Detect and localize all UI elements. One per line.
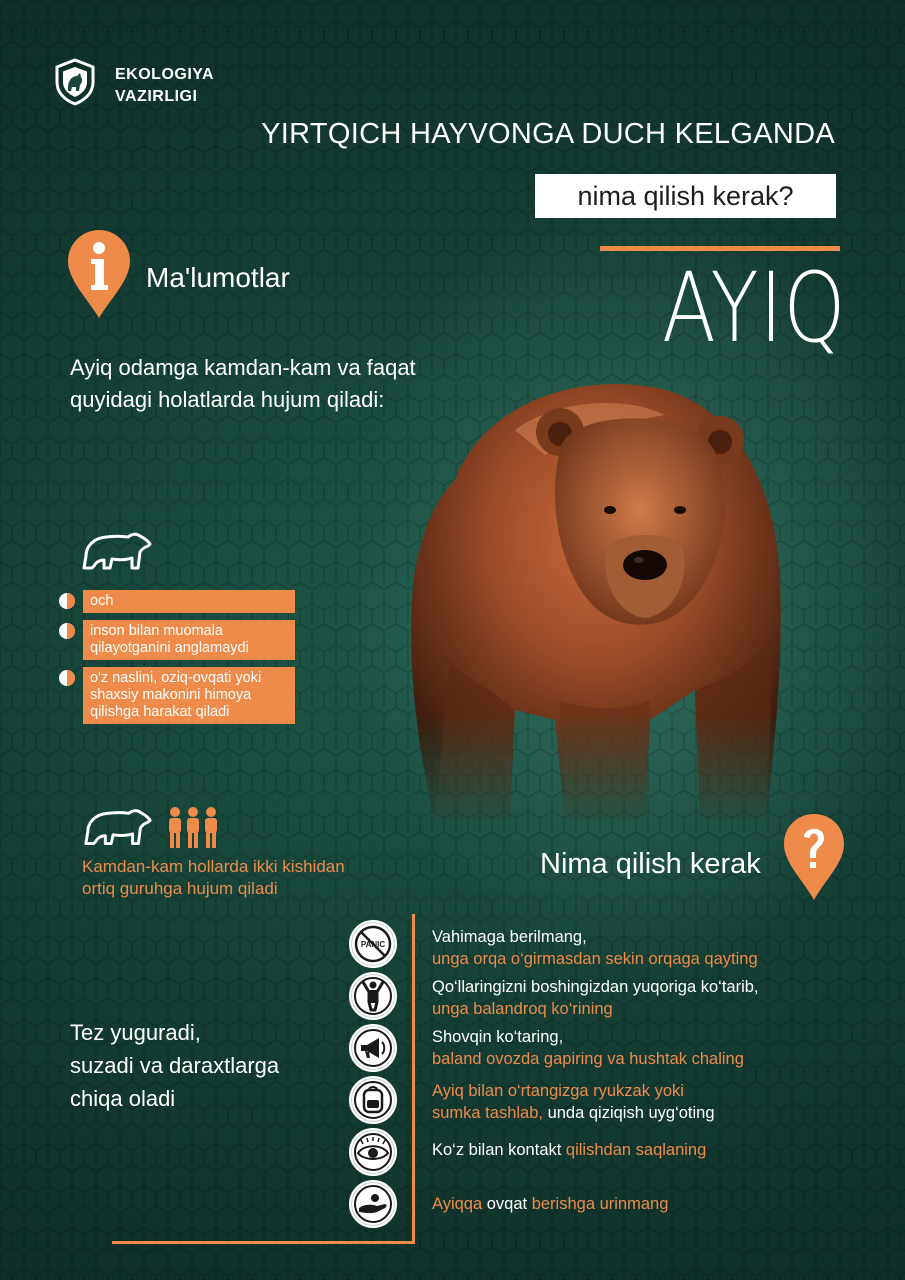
tip-orange-text: sumka tashlab, xyxy=(432,1104,543,1122)
bear-silhouette-icon xyxy=(80,804,154,850)
tip-orange-text: unga orqa o‘girmasdan sekin orqaga qayting xyxy=(432,950,758,968)
intro-text: Ayiq odamga kamdan-kam va faqat quyidagi holatlarda hujum qiladi: xyxy=(70,355,416,412)
tip-white-text: unda qiziqish uyg‘oting xyxy=(542,1104,715,1122)
feeding-hand-icon xyxy=(349,1180,397,1228)
ministry-shield-logo-icon xyxy=(54,58,96,106)
brown-bear-illustration xyxy=(395,360,795,830)
info-pin-icon xyxy=(66,228,132,320)
group-of-people-icon xyxy=(166,806,220,850)
info-heading: Ma'lumotlar xyxy=(146,262,290,293)
reason-label: inson bilan muomala qilayotganini anglamaydi xyxy=(83,620,295,660)
skills-line-2: suzadi va daraxtlarga xyxy=(70,1053,280,1078)
reason-label: o'z naslini, oziq-ovqati yoki shaxsiy makonini himoya qilishga harakat qiladi xyxy=(83,667,295,724)
accent-divider xyxy=(600,246,840,251)
bear-silhouette-icon xyxy=(78,528,154,574)
brand-line-2: VAZIRLIGI xyxy=(115,88,198,105)
question-pin-icon xyxy=(782,812,846,902)
page-subtitle: nima qilish kerak? xyxy=(535,174,836,218)
tip-orange-text: qilishdan saqlaning xyxy=(565,1141,707,1159)
animal-name-heading: AYIQ xyxy=(662,252,847,364)
group-note-line-2: ortiq guruhga hujum qiladi xyxy=(82,879,278,898)
tip-avoid-eye-contact xyxy=(432,1139,706,1161)
tip-orange-text: unga balandroq ko‘rining xyxy=(432,1000,613,1018)
tip-white-text: Ko‘z bilan kontakt xyxy=(432,1141,566,1159)
tip-raise-arms xyxy=(432,976,759,1020)
tip-orange-text: berishga urinmang xyxy=(531,1195,669,1213)
tip-make-noise xyxy=(432,1026,744,1070)
what-to-do-heading: Nima qilish kerak xyxy=(540,848,761,880)
megaphone-icon xyxy=(349,1024,397,1072)
panic-badge-text: PANIC xyxy=(360,940,386,949)
tip-do-not-feed xyxy=(432,1193,668,1215)
skills-line-3: chiqa oladi xyxy=(70,1086,176,1111)
tip-no-panic xyxy=(432,926,758,970)
eye-icon xyxy=(349,1128,397,1176)
reason-item-misunderstand xyxy=(58,620,295,660)
page-title: YIRTQICH HAYVONGA DUCH KELGANDA xyxy=(261,118,835,150)
half-circle-bullet-icon xyxy=(58,669,76,687)
skills-line-1: Tez yuguradi, xyxy=(70,1020,201,1045)
tip-throw-backpack xyxy=(432,1080,715,1124)
group-note-line-1: Kamdan-kam hollarda ikki kishidan xyxy=(82,857,345,876)
reason-label: och xyxy=(83,590,295,613)
tip-white-text: Shovqin ko‘taring, xyxy=(432,1028,564,1046)
tip-orange-text: baland ovozda gapiring va hushtak chaling xyxy=(432,1050,744,1068)
tip-white-text: Vahimaga berilmang, xyxy=(432,928,587,946)
reason-item-defend xyxy=(58,667,295,724)
backpack-icon xyxy=(349,1076,397,1124)
tip-white-text: Qo‘llaringizni boshingizdan yuqoriga ko‘tarib, xyxy=(432,978,759,996)
reason-item-hungry xyxy=(58,590,295,613)
tip-orange-text: Ayiq bilan o‘rtangizga ryukzak yoki xyxy=(432,1082,684,1100)
tip-orange-text: Ayiqqa xyxy=(432,1195,483,1213)
bear-skills-text xyxy=(70,1016,279,1115)
tips-bracket-horizontal xyxy=(112,1241,415,1244)
tips-bracket-vertical xyxy=(412,914,415,1244)
tip-white-text: ovqat xyxy=(482,1195,532,1213)
group-attack-note xyxy=(82,856,345,900)
raised-arms-icon xyxy=(349,972,397,1020)
brand-line-1: EKOLOGIYA xyxy=(115,66,215,83)
no-panic-icon xyxy=(349,920,397,968)
ministry-brand xyxy=(115,64,214,108)
half-circle-bullet-icon xyxy=(58,622,76,640)
half-circle-bullet-icon xyxy=(58,592,76,610)
